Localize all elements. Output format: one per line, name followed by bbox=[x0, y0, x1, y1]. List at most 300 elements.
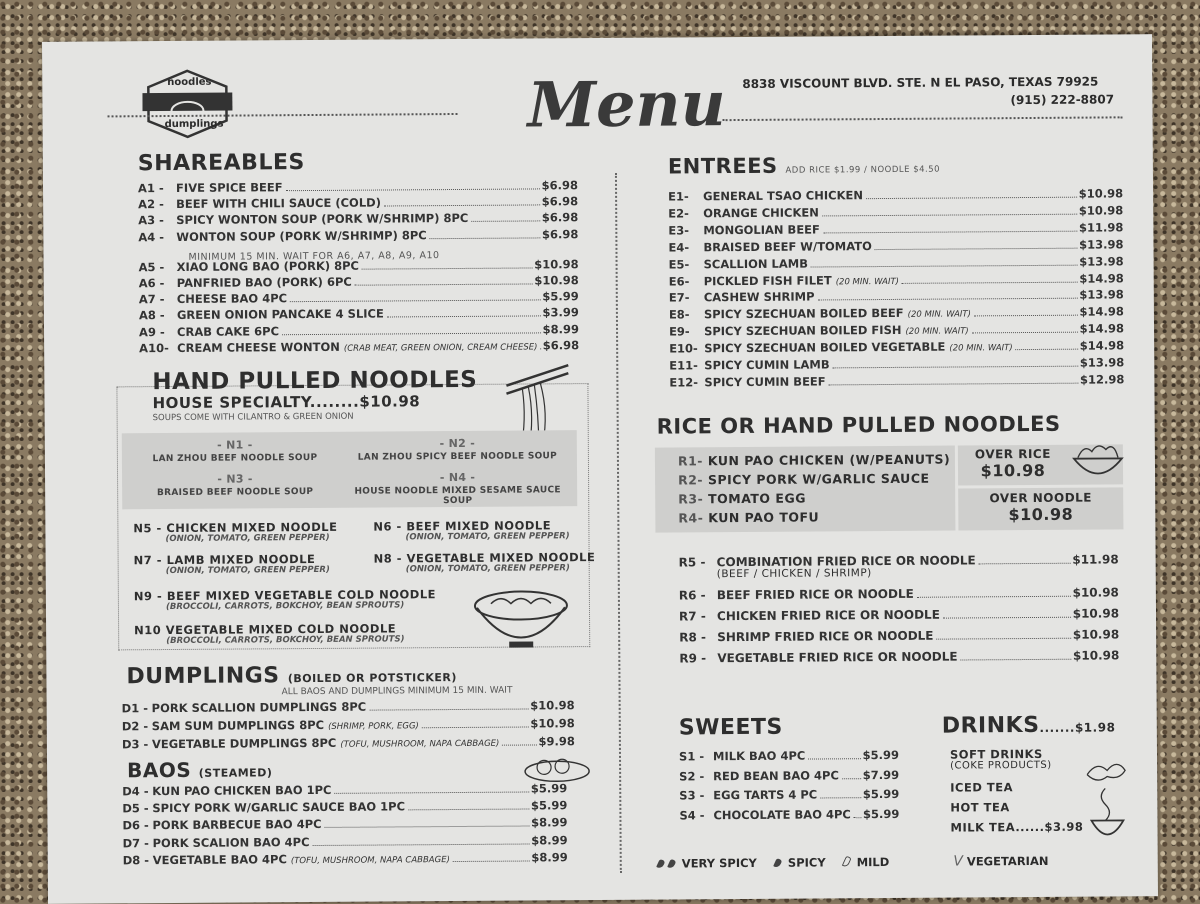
noodle-mixed-title: VEGETABLE MIXED NOODLE bbox=[406, 550, 595, 565]
item-price: $11.98 bbox=[1079, 220, 1123, 234]
item-note: (SHRIMP, PORK, EGG) bbox=[328, 721, 419, 732]
dumplings-title-note: (BOILED OR POTSTICKER) bbox=[288, 671, 457, 685]
menu-item-row bbox=[139, 273, 579, 290]
menu-item-row bbox=[122, 816, 567, 833]
menu-item-row bbox=[122, 734, 575, 751]
item-code: E10- bbox=[669, 341, 704, 355]
noodle-name: BRAISED BEEF NOODLE SOUP bbox=[140, 487, 330, 498]
dot-leader bbox=[820, 797, 861, 798]
item-price: $6.98 bbox=[543, 338, 579, 352]
dumplings-title bbox=[126, 662, 457, 689]
column-divider bbox=[615, 173, 622, 873]
item-price: $14.98 bbox=[1080, 322, 1124, 336]
mild-icon bbox=[842, 855, 853, 869]
item-price: $10.98 bbox=[1073, 606, 1119, 620]
item-name: PICKLED FISH FILET bbox=[704, 273, 832, 288]
rice-boxed-code: R3- bbox=[678, 491, 708, 506]
item-name: SAM SUM DUMPLINGS 8PC bbox=[152, 718, 324, 733]
item-code: D7 - bbox=[123, 836, 153, 850]
noodle-mixed-ingredients: (ONION, TOMATO, GREEN PEPPER) bbox=[406, 563, 570, 574]
dumplings-title-text: DUMPLINGS bbox=[126, 663, 279, 689]
noodle-mixed-code: N6 - bbox=[373, 519, 406, 533]
noodle-code: - N2 - bbox=[345, 436, 570, 451]
item-name: SCALLION LAMB bbox=[704, 256, 809, 271]
item-name: CHEESE BAO 4PC bbox=[177, 291, 287, 306]
item-price: $8.99 bbox=[543, 322, 579, 336]
dot-leader bbox=[422, 727, 529, 729]
noodle-name: LAN ZHOU BEEF NOODLE SOUP bbox=[140, 453, 330, 464]
item-name: PANFRIED BAO (PORK) 6PC bbox=[177, 275, 352, 290]
item-name: SPICY WONTON SOUP (PORK W/SHRIMP) 8PC bbox=[176, 211, 468, 227]
dot-leader bbox=[917, 596, 1071, 598]
legend-mild: MILD bbox=[857, 855, 890, 869]
item-price: $13.98 bbox=[1079, 254, 1123, 268]
dot-leader bbox=[979, 563, 1071, 565]
rice-list bbox=[42, 34, 1152, 42]
soups-note: SOUPS COME WITH CILANTRO & GREEN ONION bbox=[153, 412, 354, 423]
noodle-mixed-ingredients: (ONION, TOMATO, GREEN PEPPER) bbox=[165, 533, 329, 544]
item-name: CREAM CHEESE WONTON bbox=[177, 340, 340, 355]
rice-item-row bbox=[679, 648, 1119, 665]
item-code: E2- bbox=[668, 206, 703, 220]
item-code: A2 - bbox=[138, 197, 176, 211]
dot-leader bbox=[408, 809, 529, 811]
rice-item-row bbox=[679, 627, 1119, 644]
noodles-title: HAND PULLED NOODLES bbox=[152, 367, 477, 395]
dot-leader bbox=[972, 332, 1078, 334]
dot-leader bbox=[854, 817, 861, 818]
item-code: D5 - bbox=[122, 801, 152, 815]
rice-boxed-item bbox=[678, 509, 819, 525]
item-price: $3.99 bbox=[542, 306, 578, 320]
shareables-wait-note: MINIMUM 15 MIN. WAIT FOR A6, A7, A8, A9, A10 bbox=[188, 250, 439, 263]
menu-item-row bbox=[139, 322, 579, 339]
dot-leader bbox=[430, 237, 540, 239]
dot-leader bbox=[822, 214, 1077, 217]
item-code: D1 - bbox=[122, 701, 152, 715]
item-name: CHICKEN FRIED RICE OR NOODLE bbox=[717, 608, 940, 624]
item-name: SPICY PORK W/GARLIC SAUCE BAO 1PC bbox=[152, 800, 405, 816]
item-name: VEGETABLE DUMPLINGS 8PC bbox=[152, 736, 337, 751]
noodle-mixed-code: N9 - bbox=[134, 589, 167, 603]
item-note: (20 MIN. WAIT) bbox=[836, 276, 899, 286]
menu-item-row bbox=[138, 227, 578, 244]
item-code: D8 - bbox=[123, 853, 153, 867]
item-note: (20 MIN. WAIT) bbox=[949, 343, 1012, 353]
dot-leader bbox=[943, 617, 1071, 619]
item-name: VEGETABLE FRIED RICE OR NOODLE bbox=[717, 650, 957, 666]
dot-leader bbox=[334, 792, 528, 794]
noodle-mixed-code: N5 - bbox=[133, 521, 166, 535]
drinks-title-price: .......$1.98 bbox=[1039, 720, 1115, 735]
item-price: $14.98 bbox=[1079, 271, 1123, 285]
item-price: $6.98 bbox=[542, 211, 578, 225]
over-rice-label: OVER RICE bbox=[958, 447, 1068, 462]
dot-leader bbox=[290, 300, 540, 303]
noodle-mixed-code: N7 - bbox=[134, 553, 167, 567]
drink-item: ICED TEA bbox=[950, 780, 1013, 794]
dot-leader bbox=[471, 221, 540, 222]
menu-item-row bbox=[139, 306, 579, 323]
item-price: $13.98 bbox=[1079, 288, 1123, 302]
dot-leader bbox=[937, 638, 1071, 640]
tea-cup-icon bbox=[1077, 754, 1138, 844]
dot-leader bbox=[902, 281, 1077, 283]
item-price: $10.98 bbox=[1073, 648, 1119, 662]
entrees-add-note: ADD RICE $1.99 / NOODLE $4.50 bbox=[785, 165, 940, 176]
drinks-title-text: DRINKS bbox=[942, 713, 1040, 739]
item-note: (20 MIN. WAIT) bbox=[905, 327, 968, 337]
over-noodle-price: $10.98 bbox=[958, 504, 1123, 524]
dot-leader bbox=[355, 283, 533, 285]
item-code: A6 - bbox=[139, 276, 177, 290]
legend bbox=[656, 853, 1049, 872]
dot-leader bbox=[387, 316, 541, 318]
item-name: SPICY CUMIN BEEF bbox=[704, 374, 825, 389]
dumplings-list bbox=[42, 34, 1152, 42]
menu-item-row bbox=[123, 850, 568, 867]
shareables-title: SHAREABLES bbox=[138, 150, 305, 176]
dot-leader bbox=[325, 826, 530, 828]
noodle-code: - N4 - bbox=[345, 470, 570, 485]
noodle-name: HOUSE NOODLE MIXED SESAME SAUCE SOUP bbox=[345, 485, 570, 507]
page-title: Menu bbox=[527, 67, 726, 141]
menu-item-row bbox=[679, 748, 899, 764]
noodle-mixed-code: N10 bbox=[134, 623, 166, 637]
item-price: $9.98 bbox=[538, 734, 574, 748]
item-note: (TOFU, MUSHROOM, NAPA CABBAGE) bbox=[291, 855, 450, 866]
dot-leader bbox=[369, 709, 528, 711]
menu-item-row bbox=[669, 305, 1124, 322]
item-price: $8.99 bbox=[531, 833, 567, 847]
menu-item-row bbox=[122, 798, 567, 815]
item-price: $13.98 bbox=[1080, 355, 1124, 369]
rice-boxed-name: SPICY PORK W/GARLIC SAUCE bbox=[708, 471, 930, 488]
noodle-mixed-list bbox=[42, 34, 1152, 42]
drinks-list bbox=[42, 34, 1152, 42]
item-code: A4 - bbox=[138, 230, 176, 244]
vegetarian-icon: V bbox=[953, 853, 963, 869]
rice-item-row bbox=[679, 585, 1119, 602]
legend-vegetarian: VEGETARIAN bbox=[967, 854, 1049, 869]
item-name: CRAB CAKE 6PC bbox=[177, 324, 279, 339]
header-rule-right bbox=[723, 116, 1123, 121]
sweets-title: SWEETS bbox=[679, 715, 783, 741]
item-name: SPICY SZECHUAN BOILED FISH bbox=[704, 323, 902, 338]
dot-leader bbox=[961, 659, 1071, 661]
item-code: A7 - bbox=[139, 292, 177, 306]
dumplings-wait-note: ALL BAOS AND DUMPLINGS MINIMUM 15 MIN. WAIT bbox=[282, 686, 513, 698]
menu-item-row bbox=[138, 178, 578, 195]
item-price: $10.98 bbox=[534, 257, 578, 271]
item-price: $6.98 bbox=[542, 227, 578, 241]
menu-item-row bbox=[669, 372, 1124, 389]
menu-item-row bbox=[669, 322, 1124, 339]
noodle-mixed-ingredients: (BROCCOLI, CARROTS, BOKCHOY, BEAN SPROUTS) bbox=[166, 634, 404, 646]
item-code: D4 - bbox=[122, 784, 152, 798]
item-price: $13.98 bbox=[1079, 237, 1123, 251]
item-name: COMBINATION FRIED RICE OR NOODLE bbox=[717, 553, 976, 569]
rice-boxed-item bbox=[678, 452, 950, 469]
dot-leader bbox=[842, 778, 861, 779]
dot-leader bbox=[453, 860, 529, 862]
address: 8838 VISCOUNT BLVD. STE. N EL PASO, TEXAS 79925 bbox=[742, 75, 1098, 91]
item-code: A8 - bbox=[139, 308, 177, 322]
item-price: $5.99 bbox=[531, 781, 567, 795]
rice-boxed-code: R1- bbox=[678, 453, 708, 468]
noodle-mixed-title: LAMB MIXED NOODLE bbox=[166, 552, 315, 567]
item-code: E3- bbox=[668, 223, 703, 237]
item-name: GREEN ONION PANCAKE 4 SLICE bbox=[177, 307, 384, 322]
item-code: R8 - bbox=[679, 630, 717, 644]
item-code: S2 - bbox=[679, 769, 713, 783]
item-code: E5- bbox=[669, 257, 704, 271]
logo-top-text: noodles bbox=[167, 77, 211, 88]
baos-title-text: BAOS bbox=[127, 758, 191, 782]
item-name: GENERAL TSAO CHICKEN bbox=[703, 188, 863, 203]
dot-leader bbox=[808, 758, 860, 759]
item-note: (TOFU, MUSHROOM, NAPA CABBAGE) bbox=[340, 739, 499, 750]
drink-item: (COKE PRODUCTS) bbox=[950, 760, 1052, 772]
rice-item-sub: (BEEF / CHICKEN / SHRIMP) bbox=[717, 567, 872, 580]
dot-leader bbox=[829, 383, 1078, 386]
menu-item-row bbox=[679, 787, 899, 803]
item-price: $12.98 bbox=[1080, 372, 1124, 386]
rice-boxed-item bbox=[678, 491, 806, 507]
item-name: PORK SCALLION DUMPLINGS 8PC bbox=[152, 700, 367, 715]
item-name: PORK SCALION BAO 4PC bbox=[153, 835, 310, 850]
rice-noodles-title: RICE OR HAND PULLED NOODLES bbox=[657, 412, 1061, 439]
item-name: CASHEW SHRIMP bbox=[704, 290, 815, 305]
item-code: A3 - bbox=[138, 213, 176, 227]
item-code: E7- bbox=[669, 291, 704, 305]
item-code: D3 - bbox=[122, 737, 152, 751]
item-price: $6.98 bbox=[542, 194, 578, 208]
menu-item-row bbox=[669, 254, 1124, 271]
rice-boxed-item bbox=[678, 471, 930, 488]
item-name: FIVE SPICE BEEF bbox=[176, 180, 283, 195]
item-code: E12- bbox=[669, 375, 704, 389]
item-name: XIAO LONG BAO (PORK) 8PC bbox=[177, 258, 359, 273]
dot-leader bbox=[875, 247, 1077, 249]
rice-item-row bbox=[679, 552, 1119, 569]
item-code: R9 - bbox=[679, 651, 717, 665]
dot-leader bbox=[313, 843, 530, 846]
menu-item-row bbox=[668, 203, 1123, 220]
noodle-bowl-icon bbox=[471, 583, 571, 654]
sweets-list bbox=[42, 34, 1152, 42]
spicy-icon bbox=[773, 856, 784, 870]
item-name: SPICY SZECHUAN BOILED VEGETABLE bbox=[704, 340, 945, 356]
item-name: EGG TARTS 4 PC bbox=[713, 787, 817, 802]
baos-title-note: (STEAMED) bbox=[199, 766, 273, 780]
dot-leader bbox=[384, 205, 540, 207]
item-name: SHRIMP FRIED RICE OR NOODLE bbox=[717, 629, 933, 645]
item-code: E8- bbox=[669, 308, 704, 322]
item-name: WONTON SOUP (PORK W/SHRIMP) 8PC bbox=[176, 228, 426, 244]
item-price: $6.98 bbox=[542, 178, 578, 192]
dot-leader bbox=[818, 298, 1078, 301]
item-price: $10.98 bbox=[534, 273, 578, 287]
noodle-mixed-title: CHICKEN MIXED NOODLE bbox=[166, 520, 337, 535]
menu-item-row bbox=[669, 288, 1124, 305]
item-price: $5.99 bbox=[531, 798, 567, 812]
dot-leader bbox=[974, 315, 1078, 317]
item-price: $8.99 bbox=[531, 850, 567, 864]
item-price: $5.99 bbox=[863, 806, 899, 820]
item-code: S4 - bbox=[679, 808, 713, 822]
rice-item-row bbox=[679, 606, 1119, 623]
rice-boxed-code: R4- bbox=[678, 510, 708, 525]
rice-boxed-code: R2- bbox=[678, 472, 708, 487]
item-price: $14.98 bbox=[1080, 338, 1124, 352]
noodle-mixed-title: BEEF MIXED NOODLE bbox=[406, 518, 551, 533]
item-code: E6- bbox=[669, 274, 704, 288]
item-code: R7 - bbox=[679, 609, 717, 623]
baos-list bbox=[42, 34, 1152, 42]
item-code: A5 - bbox=[139, 260, 177, 274]
rice-boxed-name: TOMATO EGG bbox=[708, 491, 806, 507]
drinks-title bbox=[942, 712, 1116, 738]
item-code: R6 - bbox=[679, 588, 717, 602]
entrees-title-text: ENTREES bbox=[668, 154, 778, 179]
drink-item: HOT TEA bbox=[950, 800, 1009, 814]
item-price: $5.99 bbox=[542, 289, 578, 303]
item-name: MONGOLIAN BEEF bbox=[703, 222, 820, 237]
item-price: $10.98 bbox=[1073, 585, 1119, 599]
noodle-soup-grid bbox=[42, 34, 1152, 42]
item-price: $5.99 bbox=[863, 748, 899, 762]
menu-item-row bbox=[139, 289, 579, 306]
item-code: A10- bbox=[139, 341, 177, 355]
item-note: (CRAB MEAT, GREEN ONION, CREAM CHEESE) bbox=[344, 342, 538, 353]
menu-item-row bbox=[139, 338, 579, 355]
item-name: MILK BAO 4PC bbox=[713, 749, 805, 764]
item-name: PORK BARBECUE BAO 4PC bbox=[152, 817, 321, 832]
menu-item-row bbox=[679, 767, 899, 783]
item-price: $7.99 bbox=[863, 767, 899, 781]
menu-item-row bbox=[669, 338, 1124, 355]
item-name: SPICY CUMIN LAMB bbox=[704, 357, 829, 372]
dot-leader bbox=[286, 188, 540, 191]
item-name: RED BEAN BAO 4PC bbox=[713, 768, 839, 783]
menu-item-row bbox=[668, 220, 1123, 237]
menu-item-row bbox=[668, 237, 1123, 254]
very-spicy-icon bbox=[656, 856, 678, 870]
entrees-title bbox=[668, 153, 940, 179]
item-code: E1- bbox=[668, 189, 703, 203]
dot-leader bbox=[362, 267, 532, 269]
noodle-mixed-title: VEGETABLE MIXED COLD NOODLE bbox=[166, 621, 396, 637]
house-specialty: HOUSE SPECIALTY........$10.98 bbox=[152, 392, 420, 412]
legend-very-spicy: VERY SPICY bbox=[682, 856, 757, 871]
item-name: BRAISED BEEF W/TOMATO bbox=[703, 239, 871, 254]
shareables-list bbox=[42, 34, 1152, 42]
menu-item-row bbox=[122, 781, 567, 798]
item-code: D6 - bbox=[122, 819, 152, 833]
item-code: S3 - bbox=[679, 788, 713, 802]
item-code: R5 - bbox=[679, 555, 717, 569]
item-price: $10.98 bbox=[1073, 627, 1119, 641]
menu-item-row bbox=[669, 271, 1124, 288]
menu-item-row bbox=[122, 716, 575, 733]
over-noodle-label: OVER NOODLE bbox=[958, 490, 1123, 505]
legend-spicy: SPICY bbox=[788, 855, 826, 869]
entrees-list bbox=[42, 34, 1152, 42]
dot-leader bbox=[823, 230, 1077, 233]
dot-leader bbox=[282, 332, 541, 335]
menu-item-row bbox=[123, 833, 568, 850]
item-name: BEEF WITH CHILI SAUCE (COLD) bbox=[176, 196, 381, 211]
item-note: (20 MIN. WAIT) bbox=[908, 310, 971, 320]
over-rice-price: $10.98 bbox=[958, 461, 1068, 481]
menu-item-row bbox=[138, 194, 578, 211]
dot-leader bbox=[811, 264, 1077, 267]
menu-item-row bbox=[679, 806, 899, 822]
item-code: E9- bbox=[669, 324, 704, 338]
item-price: $14.98 bbox=[1079, 305, 1123, 319]
menu-item-row bbox=[122, 698, 575, 715]
dot-leader bbox=[1016, 349, 1078, 350]
item-code: A9 - bbox=[139, 325, 177, 339]
drink-item: MILK TEA......$3.98 bbox=[950, 820, 1083, 835]
item-code: E11- bbox=[669, 358, 704, 372]
item-name: VEGETABLE BAO 4PC bbox=[153, 852, 287, 867]
item-price: $10.98 bbox=[530, 716, 574, 730]
item-price: $8.99 bbox=[531, 816, 567, 830]
dot-leader bbox=[833, 366, 1078, 369]
item-name: CHOCOLATE BAO 4PC bbox=[713, 807, 851, 822]
dot-leader bbox=[502, 744, 536, 745]
noodle-mixed-ingredients: (ONION, TOMATO, GREEN PEPPER) bbox=[166, 565, 330, 576]
item-price: $10.98 bbox=[530, 698, 574, 712]
item-price: $11.98 bbox=[1072, 552, 1118, 566]
menu-item-row bbox=[668, 186, 1123, 203]
logo bbox=[142, 69, 232, 140]
item-code: A1 - bbox=[138, 181, 176, 195]
noodle-mixed-ingredients: (BROCCOLI, CARROTS, BOKCHOY, BEAN SPROUTS) bbox=[166, 600, 404, 612]
rice-boxed-name: KUN PAO CHICKEN (W/PEANUTS) bbox=[708, 452, 950, 469]
menu-sheet bbox=[42, 34, 1158, 904]
rice-boxed-name: KUN PAO TOFU bbox=[708, 509, 819, 525]
item-code: D2 - bbox=[122, 719, 152, 733]
menu-item-row bbox=[669, 355, 1124, 372]
rice-bowl-icon bbox=[1070, 440, 1126, 480]
baos-title bbox=[127, 757, 272, 782]
noodle-mixed-ingredients: (ONION, TOMATO, GREEN PEPPER) bbox=[405, 531, 569, 542]
item-name: KUN PAO CHICKEN BAO 1PC bbox=[152, 783, 331, 798]
item-price: $10.98 bbox=[1079, 186, 1123, 200]
item-name: ORANGE CHICKEN bbox=[703, 205, 819, 220]
noodle-code: - N3 - bbox=[140, 472, 330, 486]
drink-item: SOFT DRINKS bbox=[950, 747, 1043, 762]
item-name: BEEF FRIED RICE OR NOODLE bbox=[717, 587, 914, 602]
noodle-mixed-title: BEEF MIXED VEGETABLE COLD NOODLE bbox=[167, 587, 436, 603]
item-code: E4- bbox=[668, 240, 703, 254]
phone: (915) 222-8807 bbox=[1010, 92, 1114, 107]
dot-leader bbox=[866, 197, 1077, 199]
menu-item-row bbox=[138, 211, 578, 228]
noodle-mixed-code: N8 - bbox=[374, 551, 407, 565]
item-price: $5.99 bbox=[863, 787, 899, 801]
item-name: SPICY SZECHUAN BOILED BEEF bbox=[704, 306, 904, 321]
logo-bottom-text: dumplings bbox=[165, 119, 224, 130]
item-code: S1 - bbox=[679, 749, 713, 763]
item-price: $10.98 bbox=[1079, 203, 1123, 217]
noodle-code: - N1 - bbox=[140, 438, 330, 452]
rice-boxed-list bbox=[42, 34, 1152, 42]
noodle-name: LAN ZHOU SPICY BEEF NOODLE SOUP bbox=[345, 451, 570, 463]
